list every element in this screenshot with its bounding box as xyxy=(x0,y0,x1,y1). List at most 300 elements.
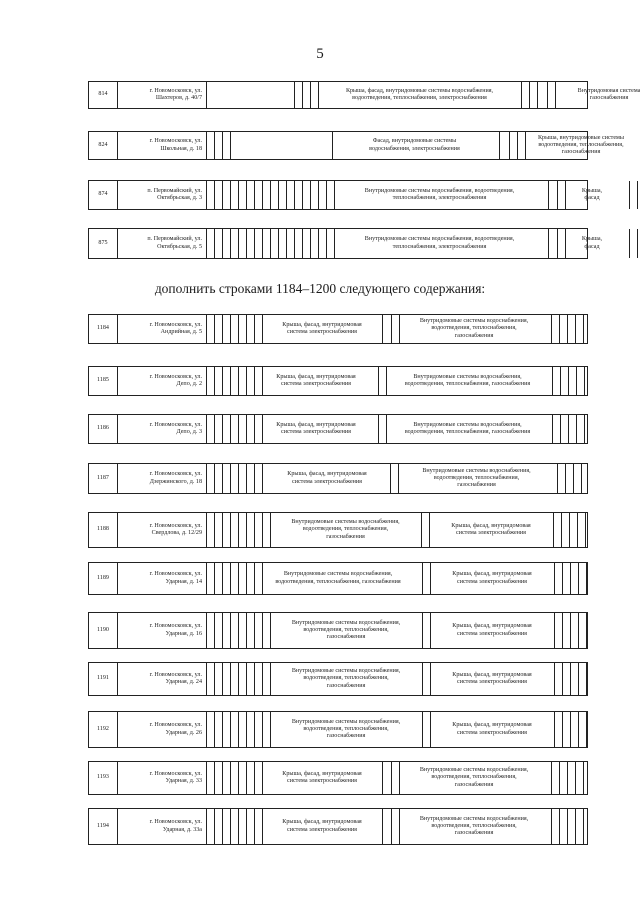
cell-divider xyxy=(570,563,571,594)
address-line: Ударная, д. 16 xyxy=(165,630,202,637)
works-cell-line: теплоснабжения, электроснабжения xyxy=(392,243,487,250)
cell-divider xyxy=(326,229,327,258)
extra-works-cell-line: газоснабжения xyxy=(454,332,494,339)
cell-divider xyxy=(214,563,215,594)
cell-divider xyxy=(547,82,548,108)
cell-divider xyxy=(561,513,562,547)
cell-divider xyxy=(637,229,638,258)
row-number: 1186 xyxy=(97,425,109,432)
extra-works-cell-line: водоотведения, теплоснабжения, xyxy=(433,474,520,481)
address-cell xyxy=(117,415,206,443)
cell-divider xyxy=(569,513,570,547)
cell-divider xyxy=(230,663,231,695)
works-cell xyxy=(326,82,513,108)
works-cell-line: система электроснабжения xyxy=(292,478,362,485)
extra-works-cell-line: система электроснабжения xyxy=(457,630,527,637)
table-row xyxy=(88,81,640,109)
cell-divider xyxy=(262,613,263,648)
row-number: 874 xyxy=(98,191,108,198)
cell-divider xyxy=(254,181,255,209)
extra-works-cell-line: Крыша, фасад, внутридомовая xyxy=(452,571,532,578)
address-line: Свердлова, д. 12/29 xyxy=(151,530,202,536)
cell-divider xyxy=(254,513,255,547)
address-line: г. Новомосковск, ул. xyxy=(149,138,202,145)
works-cell xyxy=(334,229,545,258)
cell-divider xyxy=(214,712,215,747)
works-cell-line: система электроснабжения xyxy=(287,329,357,335)
cell-divider xyxy=(560,415,561,443)
works-cell-line: водоотведения, теплоснабжения, газоснабжения xyxy=(275,578,401,585)
cell-divider xyxy=(230,229,231,258)
cell-divider xyxy=(214,809,215,844)
works-cell-line: водоотведения, теплоснабжения, xyxy=(303,675,389,682)
extra-works-cell xyxy=(430,563,554,594)
cell-divider xyxy=(262,464,263,493)
extra-works-cell-line: Крыша, фасад, внутридомовая xyxy=(452,671,532,678)
cell-divider xyxy=(206,82,207,108)
cell-divider xyxy=(222,613,223,648)
row-number: 1190 xyxy=(97,626,109,633)
extra-works-cell-line: Крыша, xyxy=(581,187,603,194)
works-cell-line: водоотведения, теплоснабжения, xyxy=(302,526,389,533)
cell-divider xyxy=(422,563,423,594)
extra-works-cell-line: Внутридомовая система xyxy=(577,87,640,94)
cell-divider xyxy=(378,367,379,395)
cell-divider xyxy=(246,315,247,343)
works-cell-line: Крыша, фасад, внутридомовые системы водоснабжения, xyxy=(345,87,494,94)
cell-divider xyxy=(302,181,303,209)
cell-divider xyxy=(560,367,561,395)
extra-works-cell-line: система электроснабжения xyxy=(456,530,526,536)
cell-divider xyxy=(521,82,522,108)
cell-divider xyxy=(214,132,215,159)
cell-divider xyxy=(238,563,239,594)
table-row xyxy=(88,314,588,344)
cell-divider xyxy=(254,229,255,258)
cell-divider xyxy=(567,315,568,343)
cell-divider xyxy=(254,464,255,493)
cell-divider xyxy=(577,513,578,547)
works-cell-line: водоотведения, теплоснабжения, электроснабжения xyxy=(352,95,487,101)
cell-divider xyxy=(554,563,555,594)
cell-divider xyxy=(310,229,311,258)
address-cell xyxy=(117,464,206,493)
address-line: г. Новомосковск, ул. xyxy=(149,571,202,578)
extra-works-cell-line: система электроснабжения xyxy=(457,679,527,685)
cell-divider xyxy=(254,712,255,747)
cell-divider xyxy=(262,513,263,547)
extra-works-cell-line: газоснабжения xyxy=(454,830,494,837)
cell-divider xyxy=(578,613,579,648)
works-cell-line: Внутридомовые системы водоснабжения, xyxy=(291,668,401,675)
cell-divider xyxy=(302,229,303,258)
works-cell xyxy=(262,315,382,343)
extra-works-cell-line: Внутридомовые системы водоснабжения, xyxy=(413,373,522,380)
cell-divider xyxy=(254,762,255,794)
address-line: Андрийная, д. 5 xyxy=(160,329,202,335)
works-cell-line: газоснабжения xyxy=(326,733,366,740)
cell-divider xyxy=(238,513,239,547)
cell-divider xyxy=(584,367,585,395)
address-line: Дзержинского, д. 18 xyxy=(149,478,202,485)
cell-divider xyxy=(230,809,231,844)
cell-divider xyxy=(214,663,215,695)
extra-works-cell-line: водоотведения, теплоснабжения, xyxy=(538,141,624,148)
address-line: Октябрьская, д. 5 xyxy=(157,243,202,250)
cell-divider xyxy=(575,315,576,343)
cell-divider xyxy=(382,809,383,844)
cell-divider xyxy=(586,613,587,648)
cell-divider xyxy=(270,181,271,209)
table-row xyxy=(88,612,588,649)
extra-works-cell-line: водоотведения, теплоснабжения, газоснабжения xyxy=(404,429,531,435)
works-cell-line: Крыша, фасад, внутридомовая xyxy=(287,471,367,478)
extra-works-cell xyxy=(398,464,555,493)
cell-divider xyxy=(214,315,215,343)
cell-divider xyxy=(246,613,247,648)
works-cell xyxy=(334,181,545,209)
address-line: Ударная, д. 14 xyxy=(165,578,202,585)
address-cell xyxy=(117,613,206,648)
cell-divider xyxy=(262,229,263,258)
cell-divider xyxy=(562,613,563,648)
cell-divider xyxy=(568,415,569,443)
cell-divider xyxy=(238,315,239,343)
extra-works-cell-line: Внутридомовые системы водоснабжения, xyxy=(419,318,529,325)
cell-divider xyxy=(254,315,255,343)
address-line: Ударная, д. 24 xyxy=(165,679,202,685)
cell-divider xyxy=(553,513,554,547)
cell-divider xyxy=(278,181,279,209)
cell-divider xyxy=(262,181,263,209)
cell-divider xyxy=(583,809,584,844)
extra-works-cell xyxy=(430,613,554,648)
address-line: г. Новомосковск, ул. xyxy=(149,819,202,826)
address-line: Октябрьская, д. 3 xyxy=(157,195,202,201)
works-cell-line: система электроснабжения xyxy=(281,429,351,435)
address-line: г. Новомосковск, ул. xyxy=(149,623,202,630)
row-number: 814 xyxy=(98,91,108,98)
extra-works-cell-line: Внутридомовые системы водоснабжения, xyxy=(422,467,531,474)
works-cell-line: водоотведения, теплоснабжения, xyxy=(303,626,389,633)
cell-divider xyxy=(222,132,223,159)
extra-works-cell-line: газоснабжения xyxy=(561,149,601,156)
cell-divider xyxy=(206,315,207,343)
cell-divider xyxy=(529,82,530,108)
works-cell-line: Внутридомовые системы водоснабжения, xyxy=(291,718,401,725)
cell-divider xyxy=(310,82,311,108)
cell-divider xyxy=(567,762,568,794)
row-number: 1188 xyxy=(97,526,109,533)
cell-divider xyxy=(562,712,563,747)
cell-divider xyxy=(238,663,239,695)
table-row xyxy=(88,761,588,795)
cell-divider xyxy=(583,315,584,343)
table-row xyxy=(88,711,588,748)
cell-divider xyxy=(551,762,552,794)
cell-divider xyxy=(585,513,586,547)
address-cell xyxy=(117,132,206,159)
address-cell xyxy=(117,513,206,547)
cell-divider xyxy=(230,464,231,493)
extra-works-cell-line: Крыша, фасад, внутридомовая xyxy=(452,722,532,729)
address-line: п. Первомайский, ул. xyxy=(147,236,202,243)
cell-divider xyxy=(206,712,207,747)
cell-divider xyxy=(286,229,287,258)
cell-divider xyxy=(573,464,574,493)
cell-divider xyxy=(562,563,563,594)
row-number: 1192 xyxy=(97,725,109,732)
cell-divider xyxy=(246,663,247,695)
row-number: 1189 xyxy=(97,574,109,581)
extra-works-cell xyxy=(430,663,554,695)
extra-works-cell-line: Крыша, внутридомовые системы xyxy=(537,134,624,141)
works-cell-line: Фасад, внутридомовые системы xyxy=(372,138,457,145)
cell-divider xyxy=(422,663,423,695)
works-cell-line: теплоснабжения, электроснабжения xyxy=(392,195,487,201)
cell-divider xyxy=(222,181,223,209)
works-cell xyxy=(254,367,378,395)
extra-works-cell xyxy=(429,513,553,547)
cell-divider xyxy=(262,712,263,747)
cell-divider xyxy=(568,367,569,395)
cell-divider xyxy=(230,613,231,648)
cell-divider xyxy=(222,415,223,443)
cell-divider xyxy=(246,415,247,443)
address-line: г. Новомосковск, ул. xyxy=(149,321,202,328)
extra-works-cell xyxy=(386,415,549,443)
table-row xyxy=(88,512,588,548)
address-cell xyxy=(117,563,206,594)
table-row xyxy=(88,366,588,396)
cell-divider xyxy=(206,464,207,493)
cell-divider xyxy=(575,809,576,844)
cell-divider xyxy=(559,809,560,844)
cell-divider xyxy=(318,181,319,209)
cell-divider xyxy=(246,181,247,209)
address-line: г. Новомосковск, ул. xyxy=(149,522,202,529)
cell-divider xyxy=(391,809,392,844)
page-number: 5 xyxy=(316,46,324,62)
address-cell xyxy=(117,762,206,794)
cell-divider xyxy=(238,613,239,648)
cell-divider xyxy=(214,513,215,547)
cell-divider xyxy=(206,229,207,258)
address-cell xyxy=(117,315,206,343)
extra-works-cell-line: Крыша, фасад, внутридомовая xyxy=(451,522,531,529)
cell-divider xyxy=(390,464,391,493)
cell-divider xyxy=(310,181,311,209)
cell-divider xyxy=(517,132,518,159)
cell-divider xyxy=(586,563,587,594)
works-cell xyxy=(335,132,494,159)
address-line: Ударная, д. 26 xyxy=(165,729,202,736)
extra-works-cell-line: фасад xyxy=(584,243,600,250)
extra-works-cell xyxy=(386,367,549,395)
cell-divider xyxy=(570,613,571,648)
extra-works-cell-line: газоснабжения xyxy=(454,781,494,788)
address-cell xyxy=(117,663,206,695)
cell-divider xyxy=(548,181,549,209)
cell-divider xyxy=(302,82,303,108)
cell-divider xyxy=(230,367,231,395)
table-row xyxy=(88,414,588,444)
works-cell-line: система электроснабжения xyxy=(281,381,351,387)
cell-divider xyxy=(637,181,638,209)
extra-works-cell xyxy=(430,712,554,747)
address-line: г. Новомосковск, ул. xyxy=(149,770,202,777)
cell-divider xyxy=(586,712,587,747)
cell-divider xyxy=(230,315,231,343)
cell-divider xyxy=(562,663,563,695)
extra-works-cell-line: Внутридомовые системы водоснабжения, xyxy=(419,767,529,774)
cell-divider xyxy=(254,809,255,844)
address-line: Депо, д. 2 xyxy=(176,381,202,387)
cell-divider xyxy=(499,132,500,159)
address-line: г. Новомосковск, ул. xyxy=(149,722,202,729)
address-line: Ударная, д. 33а xyxy=(162,826,202,833)
cell-divider xyxy=(570,712,571,747)
cell-divider xyxy=(326,181,327,209)
cell-divider xyxy=(238,809,239,844)
table-row xyxy=(88,463,588,494)
cell-divider xyxy=(278,229,279,258)
extra-works-cell-line: Крыша, xyxy=(581,236,603,243)
cell-divider xyxy=(206,181,207,209)
cell-divider xyxy=(578,712,579,747)
cell-divider xyxy=(238,367,239,395)
extra-works-cell-line: Крыша, фасад, внутридомовая xyxy=(452,623,532,630)
cell-divider xyxy=(318,229,319,258)
cell-divider xyxy=(246,712,247,747)
extra-works-cell xyxy=(559,82,640,108)
cell-divider xyxy=(246,367,247,395)
works-cell-line: водоотведения, теплоснабжения, xyxy=(303,725,389,732)
cell-divider xyxy=(238,415,239,443)
cell-divider xyxy=(206,415,207,443)
cell-divider xyxy=(559,315,560,343)
extra-works-cell-line: система электроснабжения xyxy=(457,729,527,736)
cell-divider xyxy=(214,762,215,794)
cell-divider xyxy=(206,132,207,159)
works-cell xyxy=(262,809,382,844)
cell-divider xyxy=(422,712,423,747)
cell-divider xyxy=(262,663,263,695)
cell-divider xyxy=(509,132,510,159)
cell-divider xyxy=(382,762,383,794)
works-cell-line: газоснабжения xyxy=(326,634,366,641)
table-row xyxy=(88,562,588,595)
cell-divider xyxy=(246,464,247,493)
cell-divider xyxy=(554,663,555,695)
address-line: п. Первомайский, ул. xyxy=(147,187,202,194)
cell-divider xyxy=(214,229,215,258)
works-cell-line: Внутридомовые системы водоснабжения, xyxy=(291,519,400,526)
table-row xyxy=(88,662,588,696)
cell-divider xyxy=(554,712,555,747)
cell-divider xyxy=(557,464,558,493)
cell-divider xyxy=(378,415,379,443)
cell-divider xyxy=(270,229,271,258)
cell-divider xyxy=(586,663,587,695)
cell-divider xyxy=(583,762,584,794)
cell-divider xyxy=(238,181,239,209)
row-number: 1184 xyxy=(97,325,109,332)
extra-works-cell-line: система электроснабжения xyxy=(457,578,527,585)
address-cell xyxy=(117,712,206,747)
address-line: г. Новомосковск, ул. xyxy=(149,87,202,94)
extra-works-cell xyxy=(399,315,549,343)
cell-divider xyxy=(230,563,231,594)
works-cell xyxy=(254,415,378,443)
extra-works-cell-line: водоотведения, теплоснабжения, xyxy=(431,325,517,332)
works-cell-line: водоснабжения, электроснабжения xyxy=(369,145,460,152)
cell-divider xyxy=(555,82,556,108)
extra-works-cell xyxy=(399,762,549,794)
cell-divider xyxy=(246,229,247,258)
works-cell-line: Внутридомовые системы водоснабжения, водоотведения, xyxy=(364,236,515,243)
address-line: Ударная, д. 33 xyxy=(165,778,202,784)
table-row xyxy=(88,808,588,845)
cell-divider xyxy=(246,563,247,594)
cell-divider xyxy=(294,181,295,209)
address-line: г. Новомосковск, ул. xyxy=(149,471,202,478)
table-row xyxy=(88,228,603,259)
works-cell xyxy=(264,464,390,493)
cell-divider xyxy=(206,513,207,547)
cell-divider xyxy=(294,229,295,258)
cell-divider xyxy=(214,415,215,443)
cell-divider xyxy=(552,367,553,395)
cell-divider xyxy=(254,613,255,648)
address-line: Школьная, д. 18 xyxy=(160,145,202,152)
cell-divider xyxy=(230,132,231,159)
row-number: 1187 xyxy=(97,474,109,481)
works-cell xyxy=(254,563,422,594)
cell-divider xyxy=(214,613,215,648)
works-cell-line: Крыша, фасад, внутридомовая xyxy=(282,770,362,777)
cell-divider xyxy=(584,415,585,443)
cell-divider xyxy=(391,315,392,343)
extra-works-cell xyxy=(399,809,549,844)
cell-divider xyxy=(222,762,223,794)
works-cell-line: Крыша, фасад, внутридомовая xyxy=(276,373,356,380)
works-cell xyxy=(270,712,422,747)
cell-divider xyxy=(254,663,255,695)
address-line: Депо, д. 3 xyxy=(176,429,202,435)
works-cell-line: Крыша, фасад, внутридомовая xyxy=(282,819,362,826)
cell-divider xyxy=(222,315,223,343)
works-cell xyxy=(270,513,421,547)
row-number: 1193 xyxy=(97,774,109,781)
cell-divider xyxy=(214,181,215,209)
cell-divider xyxy=(576,367,577,395)
cell-divider xyxy=(537,82,538,108)
works-cell-line: Внутридомовые системы водоснабжения, xyxy=(283,571,393,578)
cell-divider xyxy=(421,513,422,547)
works-cell-line: газоснабжения xyxy=(326,533,365,540)
address-cell xyxy=(117,229,206,258)
cell-divider xyxy=(230,762,231,794)
cell-divider xyxy=(318,82,319,108)
cell-divider xyxy=(230,513,231,547)
extra-works-cell-line: Внутридомовые системы водоснабжения, xyxy=(419,815,529,822)
cell-divider xyxy=(222,712,223,747)
cell-divider xyxy=(214,464,215,493)
works-cell xyxy=(270,613,422,648)
cell-divider xyxy=(554,613,555,648)
extra-works-cell-line: Внутридомовые системы водоснабжения, xyxy=(413,421,522,428)
